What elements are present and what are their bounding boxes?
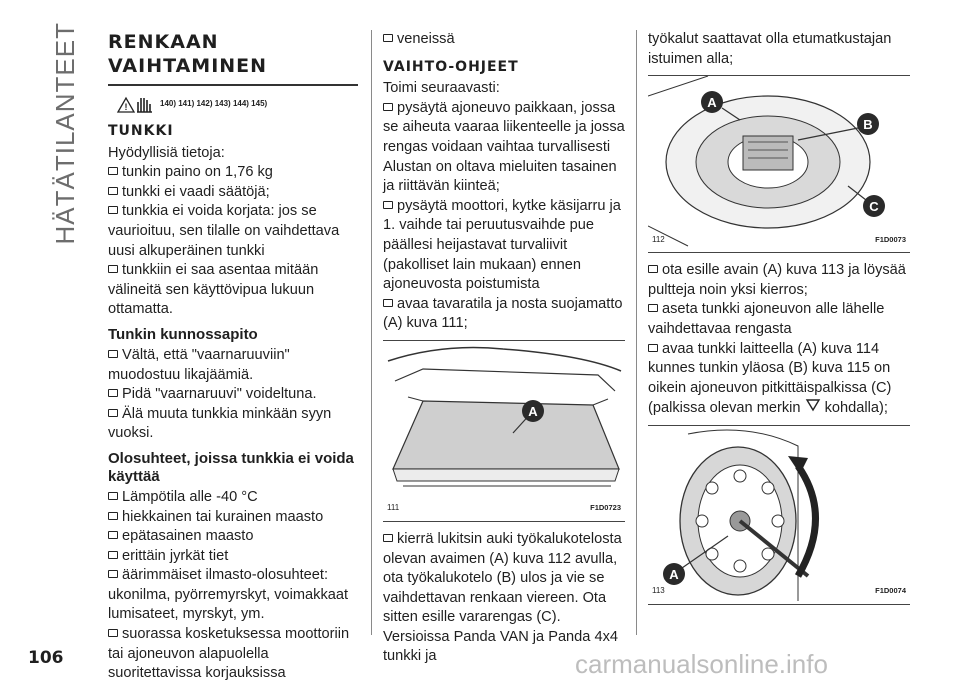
list-item: Älä muuta tunkkia minkään syyn vuoksi.	[108, 405, 358, 444]
list-item: Vältä, että "vaarnaruuviin" muodostuu likajäämiä.	[108, 346, 358, 385]
column-3	[648, 30, 910, 613]
tunkki-intro: Hyödyllisiä tietoja:	[108, 144, 225, 161]
warning-hand-icon	[116, 94, 154, 114]
heading-instructions: VAIHTO-OHJEET	[383, 58, 519, 75]
callout-b-label: B	[863, 117, 873, 133]
trunk-illustration	[383, 341, 625, 521]
mark-text-before: (palkissa olevan merkin	[648, 400, 801, 417]
paragraph: työkalut saattavat olla etumatkustajan istuimen alla;	[648, 31, 892, 67]
figure-number: 112	[652, 234, 665, 244]
column-divider	[636, 30, 637, 635]
title-rule	[108, 84, 358, 86]
figure-code: F1D0073	[875, 234, 906, 244]
list-item: äärimmäiset ilmasto-olosuhteet: ukonilma, pyörremyrskyt, voimakkaat lumisateet, myrskyt, ym.	[108, 566, 358, 625]
list-item: tunkkiin ei saa asentaa mitään välineitä sen käyttövipua lukuun ottamatta.	[108, 261, 358, 320]
watermark: carmanualsonline.info	[575, 649, 828, 679]
callout-a-label: A	[669, 566, 679, 582]
list-item: epätasainen maasto	[108, 527, 358, 547]
list-item: erittäin jyrkät tiet	[108, 547, 358, 567]
figure-code: F1D0074	[875, 586, 906, 596]
figure-113	[648, 425, 910, 605]
callout-a-label: A	[528, 403, 538, 419]
wheel-wrench-illustration	[648, 426, 910, 604]
heading-maintenance: Tunkin kunnossapito	[108, 325, 258, 343]
figure-number: 111	[387, 503, 400, 513]
figure-number: 113	[652, 586, 665, 596]
guide-intro: Toimi seuraavasti:	[383, 80, 500, 97]
list-item: veneissä	[383, 30, 625, 50]
list-item: pysäytä moottori, kytke käsijarru ja 1. vaihde tai peruutusvaihde pue päällesi heijastavat turvaliivit (pakolliset lain mukaan) ennen ajoneuvosta poistumista	[383, 197, 625, 295]
list-item: suorassa kosketuksessa moottoriin tai ajoneuvon alapuolella suoritettavissa korjauksissa	[108, 625, 358, 684]
figure-code: F1D0723	[590, 503, 621, 513]
list-item: Lämpötila alle -40 °C	[108, 488, 358, 508]
list-item: hiekkainen tai kurainen maasto	[108, 508, 358, 528]
column-1	[108, 30, 358, 684]
section-title: RENKAAN VAIHTAMINEN	[108, 31, 268, 77]
chapter-title: HÄTÄTILANTEET	[49, 22, 80, 245]
figure-111	[383, 340, 625, 522]
callout-a-label: A	[707, 95, 717, 111]
list-item: tunkkia ei voida korjata: jos se vaurioituu, sen tilalle on vaihdettava uusi alkuperäinen tunkki	[108, 202, 358, 261]
triangle-mark-icon	[805, 398, 821, 412]
list-item: avaa tunkki laitteella (A) kuva 114 kunnes tunkin yläosa (B) kuva 115 on oikein ajoneuvon pitkittäispalkissa (C)	[648, 340, 910, 399]
page-number: 106	[28, 648, 64, 668]
callout-c-label: C	[869, 199, 879, 215]
list-item: tunkin paino on 1,76 kg	[108, 163, 358, 183]
paragraph	[648, 398, 910, 419]
heading-conditions: Olosuhteet, joissa tunkkia ei voida käyttää	[108, 449, 354, 485]
spare-wheel-illustration	[648, 76, 910, 252]
list-item: Pidä "vaarnaruuvi" voideltuna.	[108, 385, 358, 405]
figure-112	[648, 75, 910, 253]
column-2	[383, 30, 625, 667]
list-item: aseta tunkki ajoneuvon alle lähelle vaihdettavaa rengasta	[648, 300, 910, 339]
list-item: kierrä lukitsin auki työkalukotelosta olevan avaimen (A) kuva 112 avulla, ota työkalukotelo (B) ulos ja vie se vaihdettavan renkaan viereen. Ota sitten esille vararengas (C). Versioissa Panda VAN ja Panda 4x4 tunkki ja	[383, 530, 625, 667]
heading-tunkki: TUNKKI	[108, 123, 174, 139]
list-item: ota esille avain (A) kuva 113 ja löysää pultteja noin yksi kierros;	[648, 261, 910, 300]
chapter-side-tab	[49, 22, 80, 245]
list-item: avaa tavaratila ja nosta suojamatto (A) kuva 111;	[383, 295, 625, 334]
warning-row	[116, 94, 358, 114]
svg-text:!: !	[124, 102, 128, 112]
warning-refs: 140) 141) 142) 143) 144) 145)	[160, 99, 268, 109]
mark-text-after: kohdalla);	[824, 400, 888, 417]
column-divider	[371, 30, 372, 635]
list-item: tunkki ei vaadi säätöjä;	[108, 183, 358, 203]
list-item: pysäytä ajoneuvo paikkaan, jossa se aiheuta vaaraa liikenteelle ja jossa rengas voidaan vaihtaa turvallisesti Alustan on oltava mieluiten tasainen ja riittävän kiinteä;	[383, 99, 625, 197]
